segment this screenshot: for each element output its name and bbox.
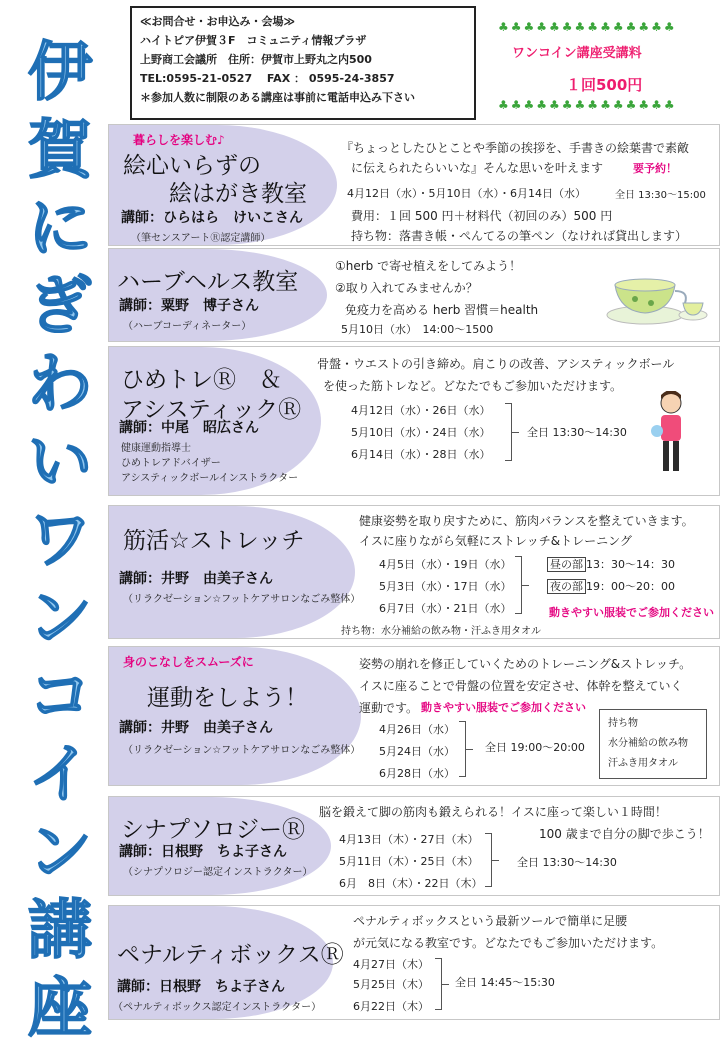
course-description: 健康姿勢を取り戻すために、筋肉バランスを整えていきます。: [359, 514, 694, 528]
clover-decoration: ♣♣♣♣♣♣♣♣♣♣♣♣♣♣: [498, 98, 677, 112]
night-session: [547, 578, 675, 594]
contact-box: [130, 6, 476, 120]
course-time: 全日 13:30～15:00: [615, 190, 706, 201]
contact-phone: TEL:0595-21-0527 FAX ： 0595-24-3857: [140, 72, 395, 85]
course-title: ペナルティボックスⓇ: [117, 942, 344, 968]
instructor-credential: （ハーブコーディネーター）: [123, 321, 252, 332]
course-dates: 4月12日（水）・5月10日（水）・6月14日（水）: [347, 187, 586, 200]
date-bracket: [485, 833, 492, 887]
course-title: アシスティックⓇ: [121, 397, 302, 423]
title-char: 賀: [28, 114, 92, 188]
items-box: [599, 709, 707, 779]
instructor-credential: （ペナルティボックス認定インストラクター）: [113, 1002, 322, 1013]
course-undou: [108, 646, 720, 786]
course-description: ①herb で寄せ植えをしてみよう！: [335, 259, 522, 273]
course-penalty-box: [108, 905, 720, 1020]
title-char: ン: [28, 582, 92, 656]
title-char: 座: [28, 972, 92, 1046]
course-date: 6月14日（水）・28日（水）: [351, 448, 491, 461]
course-title: 筋活☆ストレッチ: [123, 528, 305, 554]
title-char: い: [28, 426, 92, 500]
course-description: イスに座ることで骨盤の位置を安定させ、体幹を整えていく: [359, 679, 683, 693]
course-date: 4月5日（水）・19日（水）: [379, 558, 512, 571]
course-date: 5月11日（木）・25日（木）: [339, 855, 479, 868]
course-cost: 費用：１回 500 円＋材料代（初回のみ）500 円: [351, 209, 613, 223]
exercise-person-icon: [649, 391, 693, 477]
instructor-name: 講師：日根野 ちよ子さん: [117, 979, 285, 995]
instructor-name: 講師：中尾 昭広さん: [119, 420, 259, 436]
instructor-name: 講師：ひらはら けいこさん: [121, 210, 303, 226]
date-bracket: [515, 556, 522, 614]
course-description: ペナルティボックスという最新ツールで簡単に足腰: [353, 914, 628, 928]
course-date: 4月27日（木）: [353, 958, 429, 971]
course-date: 5月10日（水）・24日（水）: [351, 426, 491, 439]
contact-venue: ハイトピア伊賀３F コミュニティ情報プラザ: [140, 34, 367, 47]
instructor-name: 講師：日根野 ちよ子さん: [119, 844, 287, 860]
course-description: 『ちょっとしたひとことや季節の挨拶を、手書きの絵葉書で素敵: [341, 141, 690, 155]
course-items: 持ち物：落書き帳・ぺんてるの筆ペン（なければ貸出します）: [351, 229, 688, 243]
course-description: 姿勢の崩れを修正していくためのトレーニング&ストレッチ。: [359, 657, 692, 671]
instructor-credential: ひめトレアドバイザー: [121, 458, 221, 469]
course-synapsology: [108, 796, 720, 896]
title-char: わ: [28, 348, 92, 422]
course-date: 6月22日（木）: [353, 1000, 429, 1013]
course-title: 絵はがき教室: [169, 181, 307, 207]
course-description: を使った筋トレなど。どなたでもご参加いただけます。: [323, 379, 623, 393]
fee-price: １回500円: [566, 76, 643, 94]
night-session-time: 19：00～20：00: [586, 580, 675, 593]
course-description: ②取り入れてみませんか？: [335, 281, 478, 295]
contact-heading: ≪お問合せ・お申込み・会場≫: [140, 15, 296, 28]
course-description: に伝えられたらいいな』そんな思いを叶えます: [351, 161, 604, 175]
contact-note: ＊参加人数に制限のある講座は事前に電話申込み下さい: [140, 91, 415, 104]
title-char: コ: [28, 660, 92, 734]
herb-tea-icon: [605, 263, 709, 329]
course-date: 6月 8日（木）・22日（木）: [339, 877, 483, 890]
course-ehagaki: [108, 124, 720, 246]
title-char: に: [28, 192, 92, 266]
course-herb: [108, 248, 720, 342]
contact-address: 上野商工会議所 住所：伊賀市上野丸之内500: [140, 53, 372, 66]
instructor-name: 講師：粟野 博子さん: [119, 298, 259, 314]
day-session-label: 昼の部: [547, 557, 586, 572]
title-char: 講: [28, 894, 92, 968]
course-description: 免疫力を高める herb 習慣＝health: [345, 303, 539, 317]
date-bracket: [435, 958, 442, 1010]
course-description: 100 歳まで自分の脚で歩こう！: [539, 827, 710, 841]
fee-label: ワンコイン講座受講料: [512, 46, 642, 61]
item: 汗ふき用タオル: [608, 758, 678, 769]
course-time: 全日 19:00～20:00: [485, 741, 585, 754]
clothing-note: 動きやすい服装でご参加ください: [549, 606, 714, 619]
title-char: ワ: [28, 504, 92, 578]
course-dates: 5月10日（水） 14:00～1500: [341, 323, 494, 336]
date-bracket: [505, 403, 512, 461]
instructor-credential: （筆センスアートⓇ認定講師）: [131, 233, 271, 244]
instructor-credential: 健康運動指導士: [121, 443, 191, 454]
course-kinkatsu: [108, 505, 720, 639]
instructor-credential: （リラクゼーション☆フットケアサロンなごみ整体）: [123, 594, 361, 605]
clothing-note: 動きやすい服装でご参加ください: [421, 701, 586, 714]
course-description: 脳を鍛えて脚の筋肉も鍛えられる！イスに座って楽しい１時間！: [319, 805, 667, 819]
title-char: 伊: [28, 36, 92, 110]
reservation-required: 要予約！: [633, 162, 677, 175]
title-char: ン: [28, 816, 92, 890]
course-description: 運動です。: [359, 701, 419, 715]
instructor-credential: （リラクゼーション☆フットケアサロンなごみ整体）: [123, 745, 361, 756]
item: 水分補給の飲み物: [608, 738, 688, 749]
course-date: 4月26日（水）: [379, 723, 455, 736]
date-bracket: [459, 721, 466, 777]
course-title: ハーブヘルス教室: [117, 269, 299, 295]
course-title: 絵心いらずの: [123, 153, 261, 179]
course-date: 5月25日（木）: [353, 978, 429, 991]
instructor-credential: （シナプソロジー認定インストラクター）: [123, 867, 313, 878]
course-items: 持ち物：水分補給の飲み物・汗ふき用タオル: [341, 626, 541, 637]
course-description: 骨盤・ウエストの引き締め。肩こりの改善、アシスティックボール: [317, 357, 675, 371]
course-date: 6月28日（水）: [379, 767, 455, 780]
course-himetore: [108, 346, 720, 496]
course-tag: 身のこなしをスムーズに: [123, 655, 254, 669]
instructor-name: 講師：井野 由美子さん: [119, 571, 273, 587]
course-title: ひめトレⓇ ＆: [121, 367, 282, 393]
course-title: シナプソロジーⓇ: [121, 817, 305, 843]
course-date: 6月7日（水）・21日（水）: [379, 602, 512, 615]
title-char: ぎ: [28, 270, 92, 344]
clover-decoration: ♣♣♣♣♣♣♣♣♣♣♣♣♣♣: [498, 20, 677, 34]
day-session-time: 13：30～14：30: [586, 558, 675, 571]
course-description: が元気になる教室です。どなたでもご参加いただけます。: [353, 936, 664, 950]
title-char: イ: [28, 738, 92, 812]
night-session-label: 夜の部: [547, 579, 586, 594]
day-session: [547, 556, 675, 572]
items-title: 持ち物: [608, 718, 638, 729]
course-title: 運動をしよう！: [147, 685, 308, 711]
course-time: 全日 14:45～15:30: [455, 976, 555, 989]
course-date: 4月13日（木）・27日（木）: [339, 833, 479, 846]
course-date: 5月24日（水）: [379, 745, 455, 758]
course-time: 全日 13:30～14:30: [517, 856, 617, 869]
instructor-credential: アシスティックボールインストラクター: [121, 473, 299, 484]
vertical-title: [14, 34, 106, 1046]
course-tag: 暮らしを楽しむ♪: [133, 133, 225, 147]
course-description: イスに座りながら気軽にストレッチ&トレーニング: [359, 534, 632, 548]
instructor-name: 講師：井野 由美子さん: [119, 720, 273, 736]
course-date: 5月3日（水）・17日（水）: [379, 580, 512, 593]
course-time: 全日 13:30～14:30: [527, 426, 627, 439]
course-date: 4月12日（水）・26日（水）: [351, 404, 491, 417]
